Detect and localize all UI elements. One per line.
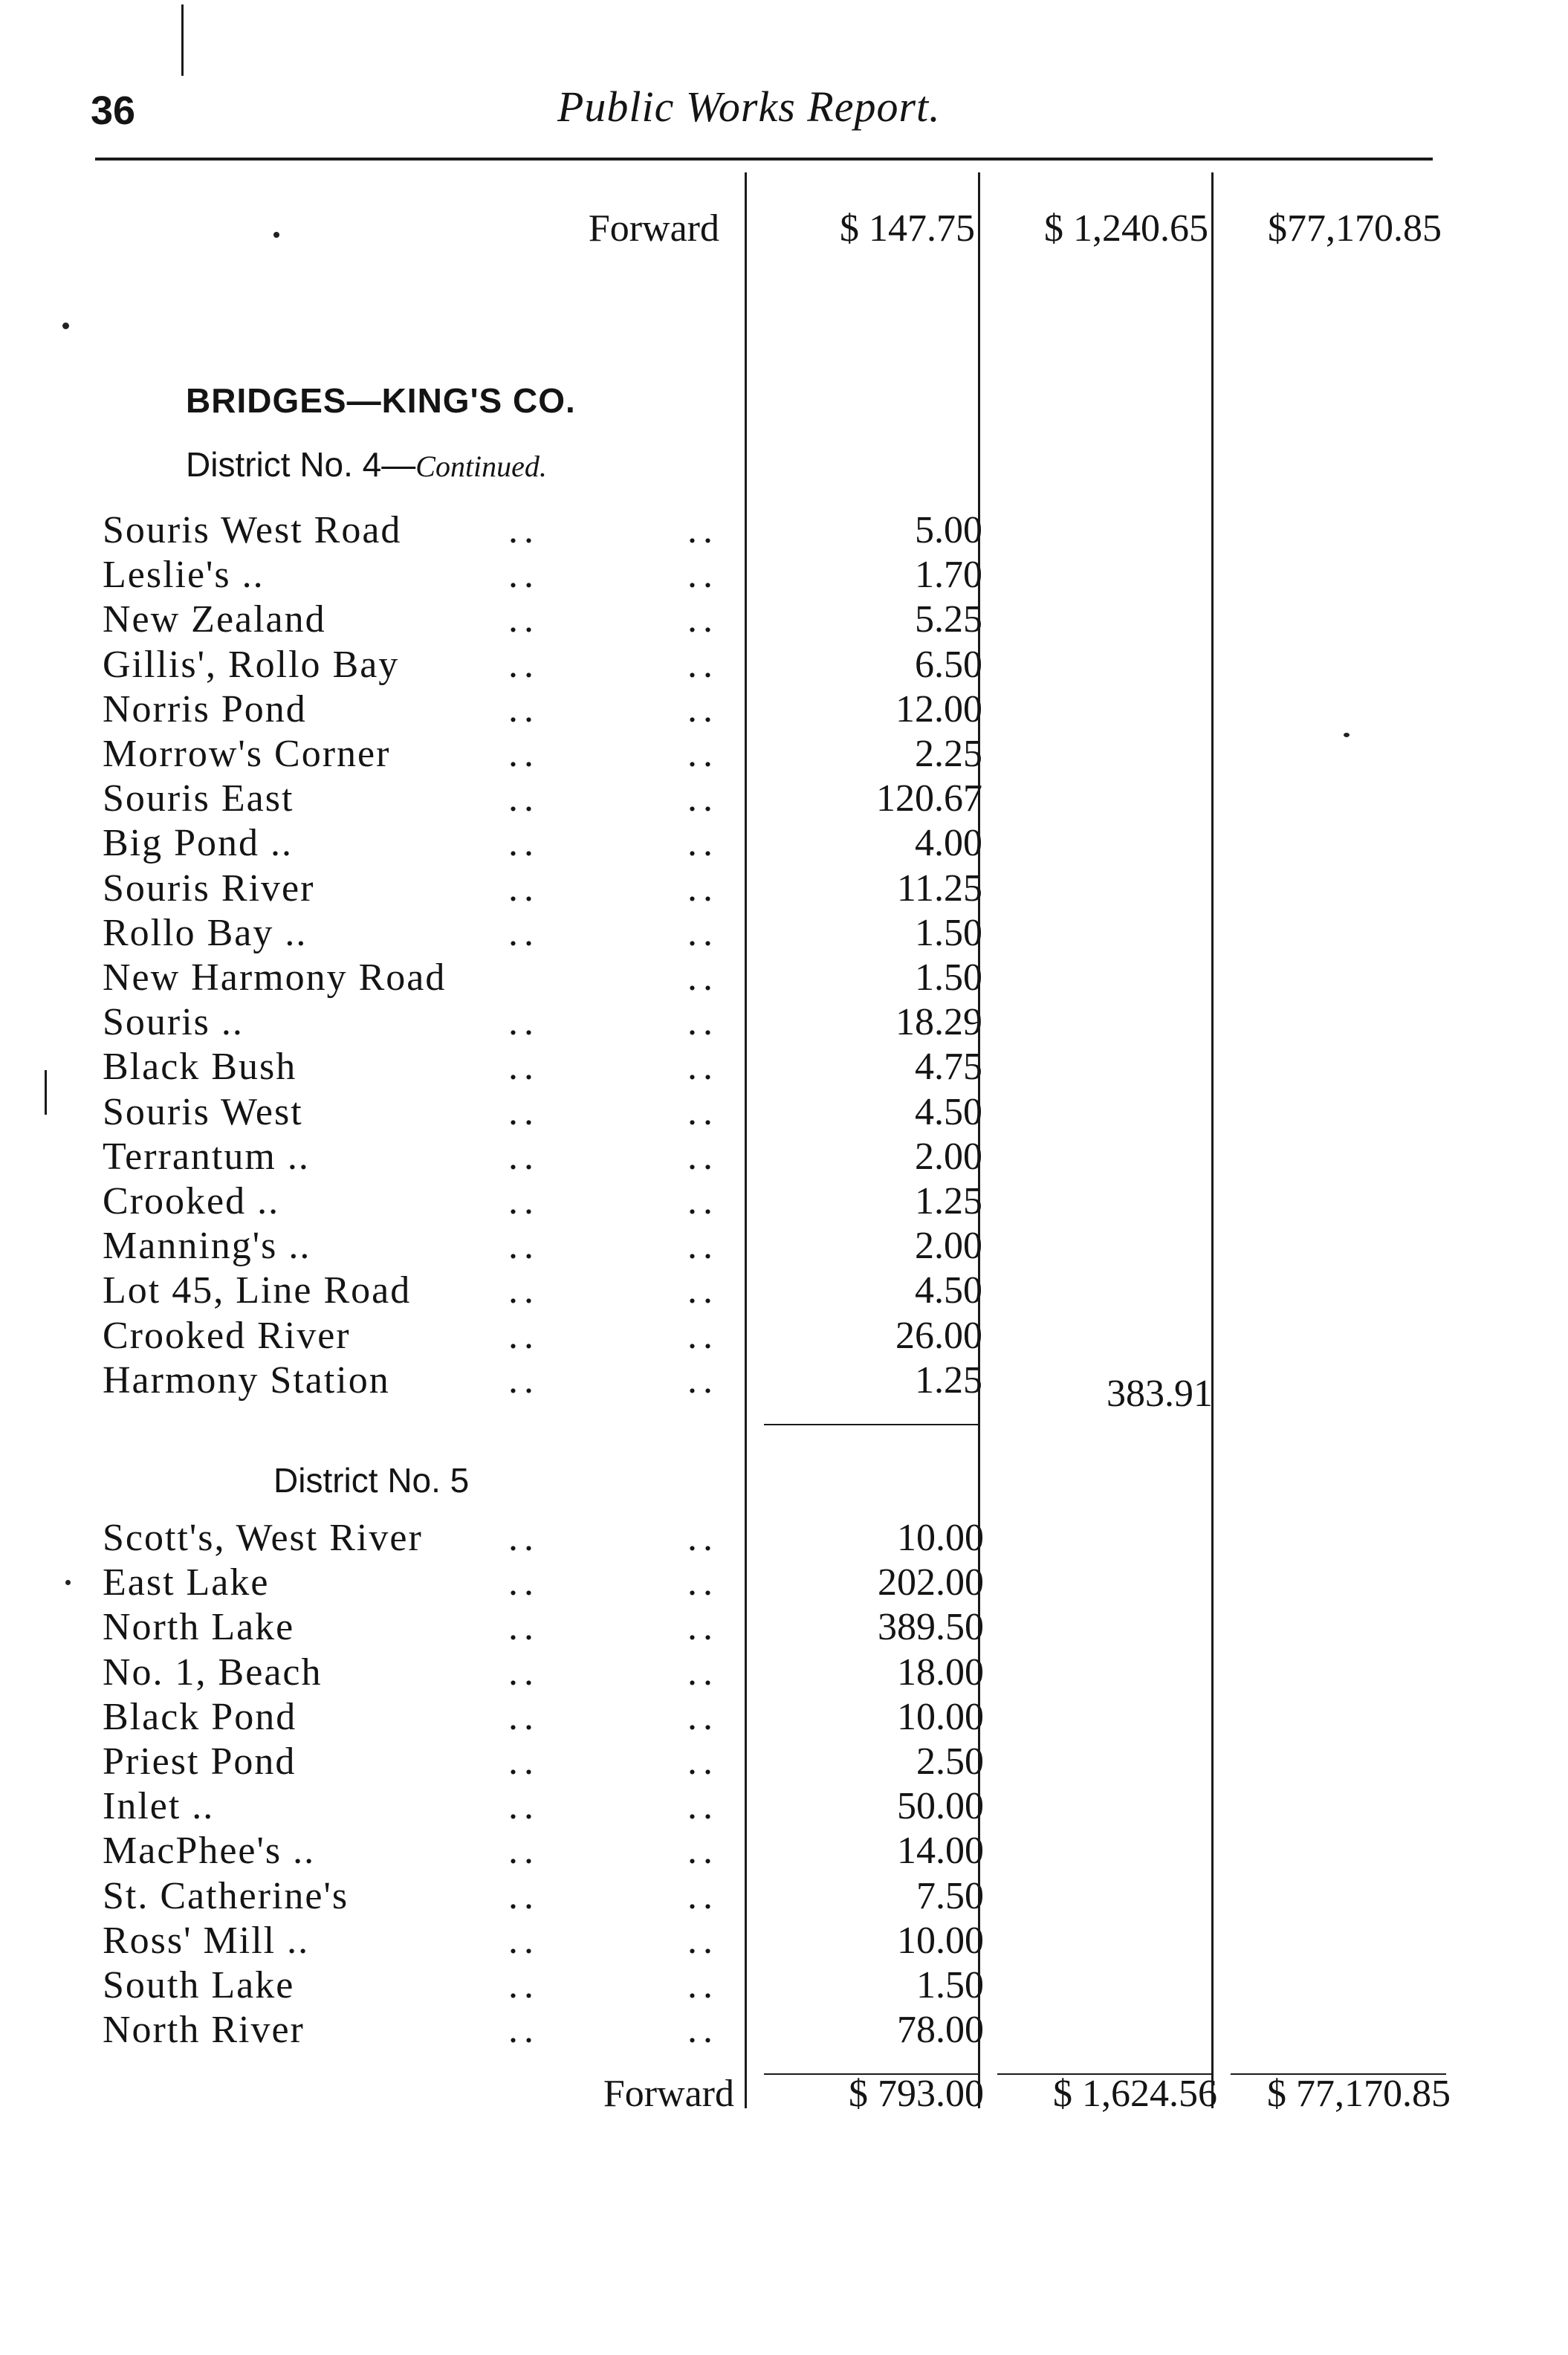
leader-dots: .. (687, 1964, 719, 2006)
bridge-amount: 389.50 (878, 1606, 984, 1649)
leader-dots: .. (687, 822, 719, 865)
leader-dots: .. (687, 1919, 719, 1962)
bridge-name: Crooked .. (103, 1180, 280, 1222)
section-heading: BRIDGES—KING'S CO. (186, 381, 576, 420)
ledger-row (0, 1829, 1568, 1873)
leader-dots: .. (687, 1046, 719, 1089)
leader-dots: .. (508, 733, 540, 775)
leader-dots: .. (508, 1135, 540, 1178)
bridge-name: Terrantum .. (103, 1135, 310, 1178)
ledger-row (0, 1919, 1568, 1963)
ledger-row (0, 821, 1568, 866)
ledger-row (0, 1135, 1568, 1179)
forward-bottom-col3: $ 77,170.85 (1267, 2073, 1451, 2115)
bridge-name: Souris East (103, 777, 294, 820)
leader-dots: .. (508, 822, 540, 865)
leader-dots: .. (508, 1919, 540, 1962)
bridge-amount: 50.00 (897, 1785, 984, 1828)
leader-dots: .. (687, 509, 719, 551)
bridge-name: Souris West (103, 1090, 303, 1133)
leader-dots: .. (687, 1651, 719, 1694)
district-4-label: District No. 4— (186, 445, 416, 484)
leader-dots: .. (687, 1606, 719, 1649)
bridge-amount: 1.25 (915, 1180, 982, 1222)
leader-dots: .. (687, 2009, 719, 2052)
ledger-row (0, 1695, 1568, 1740)
bridge-name: Black Pond (103, 1695, 297, 1738)
bridge-amount: 10.00 (897, 1919, 984, 1962)
leader-dots: .. (508, 509, 540, 551)
ledger-row (0, 1605, 1568, 1650)
bridge-amount: 202.00 (878, 1561, 984, 1604)
ledger-row (0, 1963, 1568, 2008)
ledger-row (0, 1000, 1568, 1045)
district-5-heading: District No. 5 (273, 1461, 470, 1500)
ledger-row (0, 1314, 1568, 1358)
leader-dots: .. (687, 643, 719, 686)
bridge-name: Souris .. (103, 1001, 244, 1044)
scan-mark (45, 1070, 47, 1115)
bridge-amount: 120.67 (876, 777, 982, 820)
bridge-name: Leslie's .. (103, 554, 265, 597)
bridge-name: St. Catherine's (103, 1874, 349, 1917)
leader-dots: .. (508, 1358, 540, 1402)
leader-dots: .. (687, 1314, 719, 1357)
ledger-row (0, 553, 1568, 597)
bridge-amount: 4.75 (915, 1046, 982, 1089)
district-4-continued: Continued. (415, 450, 547, 483)
leader-dots: .. (687, 866, 719, 910)
forward-bottom-col2: $ 1,624.56 (1053, 2073, 1217, 2115)
ledger-row (0, 1090, 1568, 1135)
ledger-row (0, 687, 1568, 732)
bridge-name: Scott's, West River (103, 1517, 423, 1559)
leader-dots: .. (687, 1180, 719, 1222)
bridge-amount: 18.00 (897, 1651, 984, 1694)
leader-dots: .. (687, 733, 719, 775)
leader-dots: .. (508, 1651, 540, 1694)
ledger-row (0, 1651, 1568, 1695)
leader-dots: .. (508, 1517, 540, 1559)
leader-dots: .. (687, 1269, 719, 1312)
bridge-name: Lot 45, Line Road (103, 1269, 412, 1312)
ledger-row (0, 643, 1568, 687)
leader-dots: .. (687, 1785, 719, 1828)
bridge-amount: 5.00 (915, 509, 982, 551)
bridge-amount: 10.00 (897, 1695, 984, 1738)
leader-dots: .. (508, 911, 540, 954)
leader-dots: .. (508, 554, 540, 597)
bridge-amount: 10.00 (897, 1517, 984, 1559)
bridge-amount: 18.29 (895, 1001, 982, 1044)
bridge-amount: 6.50 (915, 643, 982, 686)
leader-dots: .. (687, 1740, 719, 1783)
leader-dots: .. (687, 1830, 719, 1873)
leader-dots: .. (508, 1606, 540, 1649)
ledger-row (0, 1516, 1568, 1561)
leader-dots: .. (508, 1830, 540, 1873)
ledger-row (0, 2008, 1568, 2053)
bridge-name: Morrow's Corner (103, 733, 391, 775)
leader-dots: .. (508, 1314, 540, 1357)
leader-dots: .. (508, 1001, 540, 1044)
bridge-name: North Lake (103, 1606, 295, 1649)
leader-dots: .. (687, 1090, 719, 1133)
forward-top-col1: $ 147.75 (840, 207, 975, 250)
bridge-amount: 26.00 (895, 1314, 982, 1357)
ledger-row (0, 911, 1568, 956)
scan-speck (62, 323, 69, 329)
ledger-row (0, 777, 1568, 821)
leader-dots: .. (508, 598, 540, 641)
bridge-amount: 4.00 (915, 822, 982, 865)
scan-mark (181, 4, 184, 76)
leader-dots: .. (687, 777, 719, 820)
ledger-row (0, 1874, 1568, 1919)
ledger-row (0, 1179, 1568, 1224)
leader-dots: .. (508, 1785, 540, 1828)
bridge-amount: 1.50 (915, 911, 982, 954)
district-4-heading (186, 444, 547, 485)
bridge-name: Manning's .. (103, 1225, 311, 1268)
leader-dots: .. (687, 598, 719, 641)
leader-dots: .. (508, 1225, 540, 1268)
ledger-row (0, 1740, 1568, 1784)
leader-dots: .. (508, 1874, 540, 1917)
district-4-subtotal: 383.91 (1107, 1373, 1213, 1415)
bridge-amount: 2.25 (915, 733, 982, 775)
leader-dots: .. (687, 687, 719, 731)
forward-bottom-col1: $ 793.00 (849, 2073, 984, 2115)
bridge-amount: 7.50 (916, 1874, 984, 1917)
leader-dots: .. (508, 1964, 540, 2006)
leader-dots: .. (508, 1046, 540, 1089)
bridge-name: Souris River (103, 866, 315, 910)
forward-label-bottom: Forward (603, 2073, 734, 2115)
leader-dots: .. (687, 1695, 719, 1738)
leader-dots: .. (508, 687, 540, 731)
bridge-name: Priest Pond (103, 1740, 297, 1783)
bridge-amount: 2.00 (915, 1135, 982, 1178)
ledger-row (0, 1358, 1568, 1403)
bridge-amount: 14.00 (897, 1830, 984, 1873)
ledger-row (0, 866, 1568, 911)
bridge-name: Crooked River (103, 1314, 351, 1357)
bridge-name: Big Pond .. (103, 822, 294, 865)
leader-dots: .. (508, 1090, 540, 1133)
leader-dots: .. (687, 1874, 719, 1917)
running-title: Public Works Report. (557, 82, 941, 131)
bridge-name: Rollo Bay .. (103, 911, 308, 954)
bridge-amount: 4.50 (915, 1090, 982, 1133)
scan-speck (273, 232, 279, 238)
leader-dots: .. (687, 554, 719, 597)
forward-top-col3: $77,170.85 (1268, 207, 1442, 250)
ledger-row (0, 1561, 1568, 1605)
header-rule (95, 158, 1433, 161)
scan-speck (1344, 733, 1350, 737)
leader-dots: .. (508, 2009, 540, 2052)
leader-dots: .. (687, 911, 719, 954)
bridge-amount: 5.25 (915, 598, 982, 641)
bridge-amount: 12.00 (895, 687, 982, 731)
bridge-name: Souris West Road (103, 509, 402, 551)
bridge-amount: 1.70 (915, 554, 982, 597)
ledger-row (0, 732, 1568, 777)
bridge-name: Norris Pond (103, 687, 307, 731)
leader-dots: .. (508, 866, 540, 910)
ledger-row (0, 1269, 1568, 1313)
leader-dots: .. (687, 1561, 719, 1604)
bridge-name: MacPhee's .. (103, 1830, 316, 1873)
bridge-name: East Lake (103, 1561, 270, 1604)
ledger-row (0, 1045, 1568, 1089)
bridge-amount: 1.25 (915, 1358, 982, 1402)
bridge-amount: 1.50 (916, 1964, 984, 2006)
forward-top-col2: $ 1,240.65 (1044, 207, 1208, 250)
leader-dots: .. (687, 1001, 719, 1044)
bridge-name: Gillis', Rollo Bay (103, 643, 400, 686)
leader-dots: .. (508, 1269, 540, 1312)
leader-dots: .. (508, 1740, 540, 1783)
ledger-row (0, 597, 1568, 642)
leader-dots: .. (687, 1135, 719, 1178)
bridge-name: No. 1, Beach (103, 1651, 323, 1694)
forward-label-top: Forward (588, 207, 719, 250)
bridge-amount: 1.50 (915, 956, 982, 999)
bridge-amount: 4.50 (915, 1269, 982, 1312)
bridge-name: Inlet .. (103, 1785, 215, 1828)
bridge-amount: 11.25 (896, 866, 982, 910)
ledger-row (0, 1224, 1568, 1269)
bridge-name: Black Bush (103, 1046, 297, 1089)
leader-dots: .. (508, 1561, 540, 1604)
bridge-amount: 2.50 (916, 1740, 984, 1783)
leader-dots: .. (687, 1517, 719, 1559)
leader-dots: .. (687, 956, 719, 999)
ledger-row (0, 508, 1568, 553)
leader-dots: .. (508, 1180, 540, 1222)
bridge-name: North River (103, 2009, 305, 2052)
ledger-row (0, 1784, 1568, 1829)
bridge-name: New Zealand (103, 598, 326, 641)
leader-dots: .. (508, 777, 540, 820)
bridge-name: New Harmony Road (103, 956, 447, 999)
page-number: 36 (91, 88, 136, 133)
leader-dots: .. (687, 1358, 719, 1402)
bridge-amount: 78.00 (897, 2009, 984, 2052)
scan-speck (65, 1580, 71, 1585)
leader-dots: .. (508, 1695, 540, 1738)
leader-dots: .. (687, 1225, 719, 1268)
leader-dots: .. (508, 643, 540, 686)
ledger-row (0, 956, 1568, 1000)
bridge-name: South Lake (103, 1964, 295, 2006)
district-4-subtotal-rule (764, 1424, 979, 1425)
bridge-name: Ross' Mill .. (103, 1919, 310, 1962)
bridge-name: Harmony Station (103, 1358, 390, 1402)
bridge-amount: 2.00 (915, 1225, 982, 1268)
